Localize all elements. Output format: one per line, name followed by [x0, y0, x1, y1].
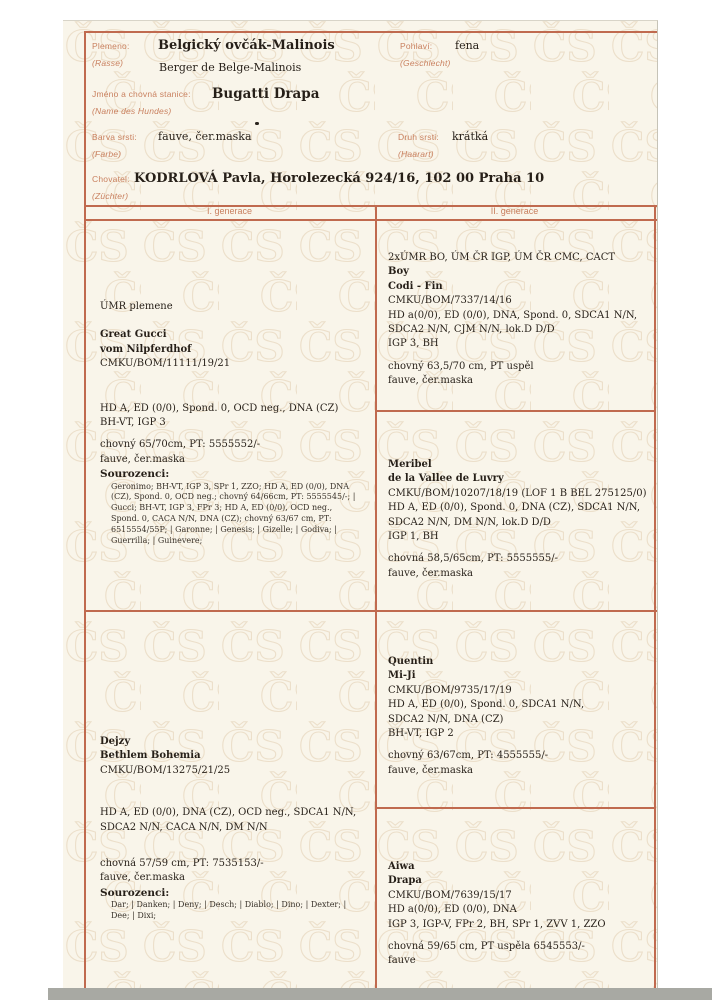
border-line — [84, 31, 657, 33]
breeding-line: chovná 58,5/65cm, PT: 5555555/- — [388, 553, 558, 565]
health-line: HD A, ED (0/0), DNA (CZ), OCD neg., SDCA1 N/N, — [100, 807, 357, 819]
health-line: SDCA2 N/N, CJM N/N, lok.D D/D — [388, 324, 555, 336]
granddam-paternal-cell — [388, 458, 650, 581]
coat-line: fauve, čer.maska — [100, 453, 186, 465]
health-line: BH-VT, IGP 3 — [100, 417, 166, 429]
ink-dot — [255, 122, 259, 125]
breeder-label: Chovatel: — [92, 174, 130, 184]
dog-name-line: Boy — [388, 266, 409, 278]
reg-number: CMKU/BOM/11111/19/21 — [100, 358, 231, 370]
border-line — [375, 807, 656, 809]
reg-number: CMKU/BOM/10207/18/19 (LOF 1 B BEL 275125/0) — [388, 487, 647, 499]
spacer — [100, 314, 101, 328]
dog-name-line: Quentin — [388, 656, 434, 667]
coat-type-sublabel: (Haarart) — [398, 149, 434, 159]
exam-line: IGP 3, BH — [388, 338, 439, 350]
sex-label: Pohlaví: — [400, 41, 433, 51]
dog-name-line: Aiwa — [388, 861, 415, 872]
border-line — [84, 219, 657, 221]
sire-cell — [100, 300, 366, 546]
border-line — [375, 205, 377, 988]
siblings-label: Sourozenci: — [100, 468, 170, 481]
reg-number: CMKU/BOM/9735/17/19 — [388, 684, 512, 696]
breeder-value: KODRLOVÁ Pavla, Horolezecká 924/16, 102 00 Praha 10 — [134, 171, 545, 186]
health-line: HD a(0/0), ED (0/0), DNA, Spond. 0, SDCA1 N/N, — [388, 309, 638, 321]
titles-line: 2xÚMR BO, ÚM ČR IGP, ÚM ČR CMC, CACT — [388, 252, 616, 263]
coat-line: fauve, čer.maska — [100, 872, 186, 884]
champion-note: ÚMR plemene — [100, 301, 173, 312]
coat-type-value: krátká — [452, 130, 489, 143]
health-line: SDCA2 N/N, DNA (CZ) — [388, 713, 504, 725]
breeding-line: chovná 57/59 cm, PT: 7535153/- — [100, 858, 264, 870]
breeding-line: chovná 59/65 cm, PT uspěla 6545553/- — [388, 941, 585, 953]
health-line: HD A, ED (0/0), Spond. 0, SDCA1 N/N, — [388, 699, 585, 711]
breeding-line: chovný 63/67cm, PT: 4555555/- — [388, 750, 549, 762]
scan-edge-band — [48, 988, 712, 1000]
coat-line: fauve — [388, 955, 416, 967]
coat-color-value: fauve, čer.maska — [158, 130, 252, 143]
grandsire-maternal-cell — [388, 655, 650, 778]
health-line: HD A, ED (0/0), Spond. 0, OCD neg., DNA (CZ) — [100, 402, 339, 414]
siblings-label: Sourozenci: — [100, 886, 170, 899]
health-line: SDCA2 N/N, DM N/N, lok.D D/D — [388, 516, 551, 528]
health-line: HD A, ED (0/0), Spond. 0, DNA (CZ), SDCA1 N/N, — [388, 502, 641, 514]
spacer — [100, 778, 101, 806]
exam-line: BH-VT, IGP 2 — [388, 728, 454, 740]
dog-name-value: Bugatti Drapa — [212, 86, 320, 102]
breed-alt-value: Berger de Belge-Malinois — [159, 61, 302, 74]
dog-name-label: Jméno a chovná stanice: — [92, 89, 191, 99]
gen2-header: II. generace — [490, 206, 539, 216]
breed-sublabel: (Rasse) — [92, 58, 124, 68]
coat-line: fauve, čer.maska — [388, 567, 474, 579]
health-line: HD a(0/0), ED (0/0), DNA — [388, 904, 517, 916]
reg-number: CMKU/BOM/7337/14/16 — [388, 295, 512, 307]
kennel-name-line: Drapa — [388, 875, 422, 887]
breeder-sublabel: (Züchter) — [92, 191, 129, 201]
dog-name-sublabel: (Name des Hundes) — [92, 106, 172, 116]
breed-value: Belgický ovčák-Malinois — [158, 38, 335, 53]
exam-line: IGP 3, IGP-V, FPr 2, BH, SPr 1, ZVV 1, ZZO — [388, 918, 606, 930]
border-line — [84, 31, 86, 988]
coat-color-label: Barva srsti: — [92, 132, 137, 142]
gen1-header: I. generace — [206, 206, 253, 216]
granddam-maternal-cell — [388, 860, 650, 969]
siblings-list: Dar; | Danken; | Deny; | Desch; | Diablo; | Dino; | Dexter; | Dee; | Dixi; — [111, 900, 347, 921]
dam-cell — [100, 735, 366, 922]
dog-name-line: Meribel — [388, 459, 432, 470]
exam-line: IGP 1, BH — [388, 531, 439, 543]
kennel-name-line: Mi-Ji — [388, 670, 416, 682]
sex-sublabel: (Geschlecht) — [400, 58, 451, 68]
breeding-line: chovný 65/70cm, PT: 5555552/- — [100, 439, 261, 451]
border-line — [375, 410, 656, 412]
spacer — [388, 741, 389, 749]
coat-line: fauve, čer.maska — [388, 375, 474, 387]
grandsire-paternal-cell — [388, 251, 650, 389]
reg-number: CMKU/BOM/13275/21/25 — [100, 764, 231, 776]
dog-name-line: Dejzy — [100, 736, 131, 747]
border-line — [654, 205, 656, 988]
spacer — [388, 544, 389, 552]
kennel-name-line: vom Nilpferdhof — [100, 343, 192, 355]
border-line — [84, 610, 657, 612]
breed-label: Plemeno: — [92, 41, 130, 51]
health-line: SDCA2 N/N, CACA N/N, DM N/N — [100, 821, 268, 833]
siblings-list: Geronimo; BH-VT, IGP 3, SPr 1, ZZO; HD A, ED (0/0), DNA (CZ), Spond. 0, OCD neg.; chovný 64/66cm, PT: 5555545/-; | Gucci; BH-VT, IGP 3, FPr 3; HD A, ED (0/0), OCD neg., Spond. 0, CACA N/N, DNA (CZ); chovný 63/67 cm, PT: 6515554/55P; | Garonne; | Genesis; | Gizelle; | Godiva; | Guerrilla; | Guinevere; — [111, 481, 356, 545]
spacer — [100, 372, 101, 402]
dog-name-line: Great Gucci — [100, 329, 167, 341]
coat-line: fauve, čer.maska — [388, 764, 474, 776]
spacer — [100, 835, 101, 857]
coat-color-sublabel: (Farbe) — [92, 149, 122, 159]
spacer — [388, 352, 389, 360]
kennel-name-line: Bethlem Bohemia — [100, 750, 201, 762]
coat-type-label: Druh srsti: — [398, 132, 439, 142]
kennel-name-line: Codi - Fin — [388, 280, 443, 292]
sex-value: fena — [455, 39, 480, 52]
kennel-name-line: de la Vallee de Luvry — [388, 473, 504, 485]
breeding-line: chovný 63,5/70 cm, PT uspěl — [388, 360, 534, 372]
reg-number: CMKU/BOM/7639/15/17 — [388, 889, 512, 901]
spacer — [388, 932, 389, 940]
spacer — [100, 430, 101, 438]
